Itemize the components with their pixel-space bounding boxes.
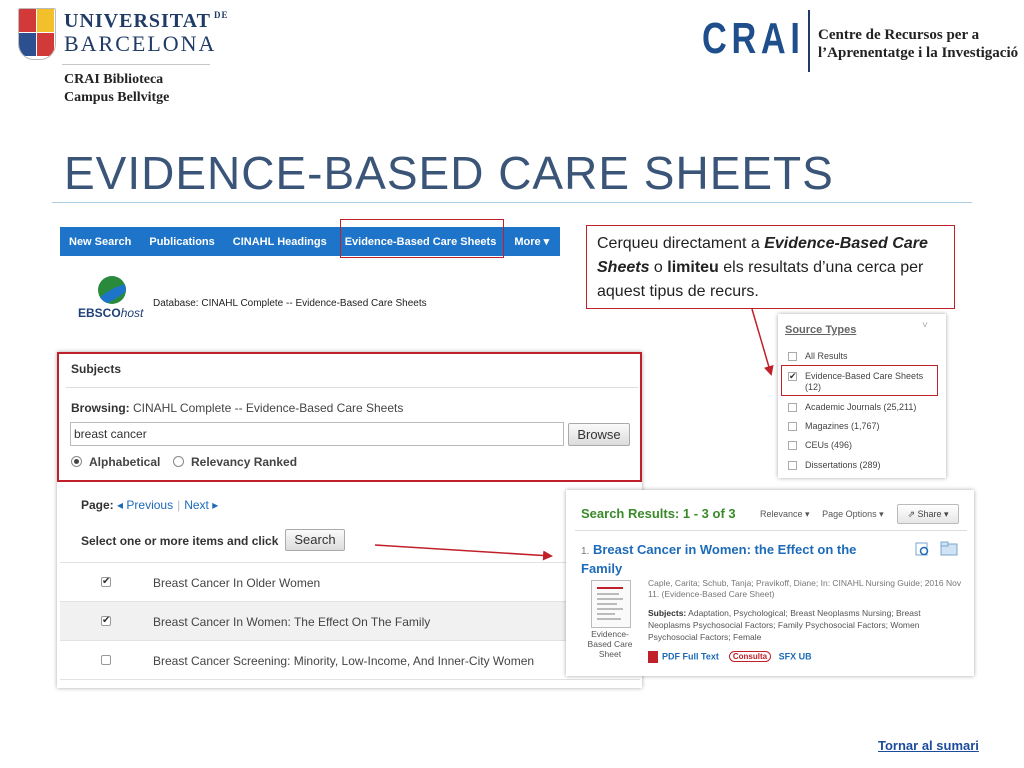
search-button[interactable]: Search bbox=[285, 529, 345, 551]
relevancy-label: Relevancy Ranked bbox=[191, 455, 298, 469]
relevancy-radio[interactable] bbox=[173, 456, 184, 467]
crai-divider bbox=[808, 10, 810, 72]
results-heading: Search Results: 1 - 3 of 3 bbox=[581, 506, 736, 521]
ebsco-globe-icon bbox=[98, 276, 126, 304]
result-metadata: Caple, Carita; Schub, Tanja; Pravikoff, Diane; In: CINAHL Nursing Guide; 2016 Nov 11. (Evidence-Based Care Sheet) bbox=[648, 578, 962, 599]
row-divider bbox=[60, 679, 640, 680]
callout-arrow bbox=[752, 309, 771, 374]
source-item-label[interactable]: Academic Journals (25,211) bbox=[805, 402, 917, 412]
alphabetical-label: Alphabetical bbox=[89, 455, 161, 469]
subject-row-label[interactable]: Breast Cancer In Older Women bbox=[153, 576, 321, 590]
source-types-heading[interactable]: Source Types bbox=[785, 324, 857, 336]
pdf-full-text-link[interactable]: PDF Full Text bbox=[662, 651, 719, 662]
source-item-label[interactable]: Dissertations (289) bbox=[805, 460, 881, 470]
nav-highlight-box bbox=[340, 219, 504, 258]
subjects-heading: Subjects bbox=[71, 362, 122, 376]
page-options-dropdown[interactable]: Page Options ▾ bbox=[822, 509, 884, 519]
nav-cinahl-headings[interactable]: CINAHL Headings bbox=[232, 235, 327, 248]
results-divider bbox=[575, 530, 967, 531]
source-item-count: (12) bbox=[805, 382, 822, 392]
source-checkbox[interactable] bbox=[788, 441, 797, 450]
subjects-divider bbox=[66, 387, 638, 388]
title-rule bbox=[52, 202, 972, 203]
share-icon: ⇗ bbox=[907, 509, 915, 519]
subject-row-label[interactable]: Breast Cancer Screening: Minority, Low-Income, And Inner-City Women bbox=[153, 654, 535, 668]
relevance-dropdown[interactable]: Relevance ▾ bbox=[760, 509, 810, 519]
source-highlight-box bbox=[781, 365, 938, 396]
source-checkbox[interactable] bbox=[788, 352, 797, 361]
database-label: Database: CINAHL Complete -- Evidence-Based Care Sheets bbox=[153, 298, 427, 309]
source-types-panel bbox=[778, 314, 946, 478]
instruction-callout: Cerqueu directament a Evidence-Based Care Sheets o limiteu els resultats d’una cerca per aquest tipus de recurs. bbox=[586, 225, 955, 309]
university-shield-logo bbox=[18, 8, 56, 60]
result-links bbox=[648, 651, 812, 663]
row-checkbox[interactable] bbox=[101, 655, 111, 665]
source-item-label[interactable]: Evidence-Based Care Sheets bbox=[805, 371, 924, 381]
thumbnail-label: Evidence-Based Care Sheet bbox=[587, 629, 633, 659]
university-name: UNIVERSITAT $^{DE}$ BARCELONA bbox=[64, 10, 229, 56]
alphabetical-radio[interactable] bbox=[71, 456, 82, 467]
results-tools bbox=[760, 509, 884, 520]
crai-description: Centre de Recursos per a l’Aprenentatge i la Investigació bbox=[818, 27, 1019, 61]
pdf-icon bbox=[648, 651, 658, 663]
previous-link[interactable]: ◂ Previous bbox=[117, 498, 174, 512]
row-divider bbox=[60, 601, 640, 602]
source-checkbox[interactable] bbox=[788, 422, 797, 431]
sfx-ub-link[interactable]: SFX UB bbox=[778, 651, 812, 662]
result-subjects: Subjects: Adaptation, Psychological; Breast Neoplasms Nursing; Breast Neoplasms Psychosocial Factors; Family Psychosocial Factors; Women Psychosocial Factors; Female bbox=[648, 608, 921, 642]
nav-new-search[interactable]: New Search bbox=[69, 235, 132, 248]
document-thumbnail-icon[interactable] bbox=[591, 580, 631, 628]
nav-evidence-based-care-sheets[interactable]: Evidence-Based Care Sheets bbox=[344, 235, 497, 248]
library-name: CRAI Biblioteca Campus Bellvitge bbox=[64, 72, 170, 105]
source-item-label[interactable]: CEUs (496) bbox=[805, 440, 853, 450]
row-divider bbox=[60, 562, 640, 563]
crai-logo: CRAI bbox=[702, 14, 805, 63]
subject-search-input[interactable]: breast cancer bbox=[70, 422, 564, 446]
nav-more[interactable]: More ▾ bbox=[514, 236, 550, 248]
row-checkbox[interactable]: ✔ bbox=[102, 576, 111, 587]
source-item-label[interactable]: Magazines (1,767) bbox=[805, 421, 880, 431]
header-divider bbox=[62, 64, 210, 65]
nav-publications[interactable]: Publications bbox=[149, 235, 215, 248]
result-title[interactable]: 1. Breast Cancer in Women: the Effect on the Family bbox=[581, 542, 857, 576]
share-button[interactable]: ⇗ Share ▾ bbox=[897, 504, 959, 524]
source-checkbox[interactable]: ✔ bbox=[789, 371, 797, 381]
subject-row-label[interactable]: Breast Cancer In Women: The Effect On The Family bbox=[153, 615, 431, 629]
preview-icon[interactable] bbox=[915, 541, 959, 557]
chevron-down-icon[interactable]: ˅ bbox=[922, 320, 928, 331]
source-checkbox[interactable] bbox=[788, 461, 797, 470]
select-instruction: Select one or more items and click bbox=[81, 534, 279, 548]
row-checkbox[interactable]: ✔ bbox=[102, 615, 111, 626]
source-checkbox[interactable] bbox=[788, 403, 797, 412]
source-item-label[interactable]: All Results bbox=[805, 351, 848, 361]
browse-button[interactable]: Browse bbox=[568, 423, 630, 446]
consulta-link[interactable]: Consulta bbox=[729, 651, 771, 662]
back-to-summary-link[interactable]: Tornar al sumari bbox=[878, 738, 979, 753]
pagination: Page: ◂ Previous | Next ▸ bbox=[81, 498, 219, 512]
next-link[interactable]: Next ▸ bbox=[184, 498, 219, 512]
slide-title: EVIDENCE-BASED CARE SHEETS bbox=[64, 147, 834, 199]
browsing-label: Browsing: CINAHL Complete -- Evidence-Based Care Sheets bbox=[71, 401, 404, 415]
result-actions bbox=[915, 541, 959, 562]
row-divider bbox=[60, 640, 640, 641]
